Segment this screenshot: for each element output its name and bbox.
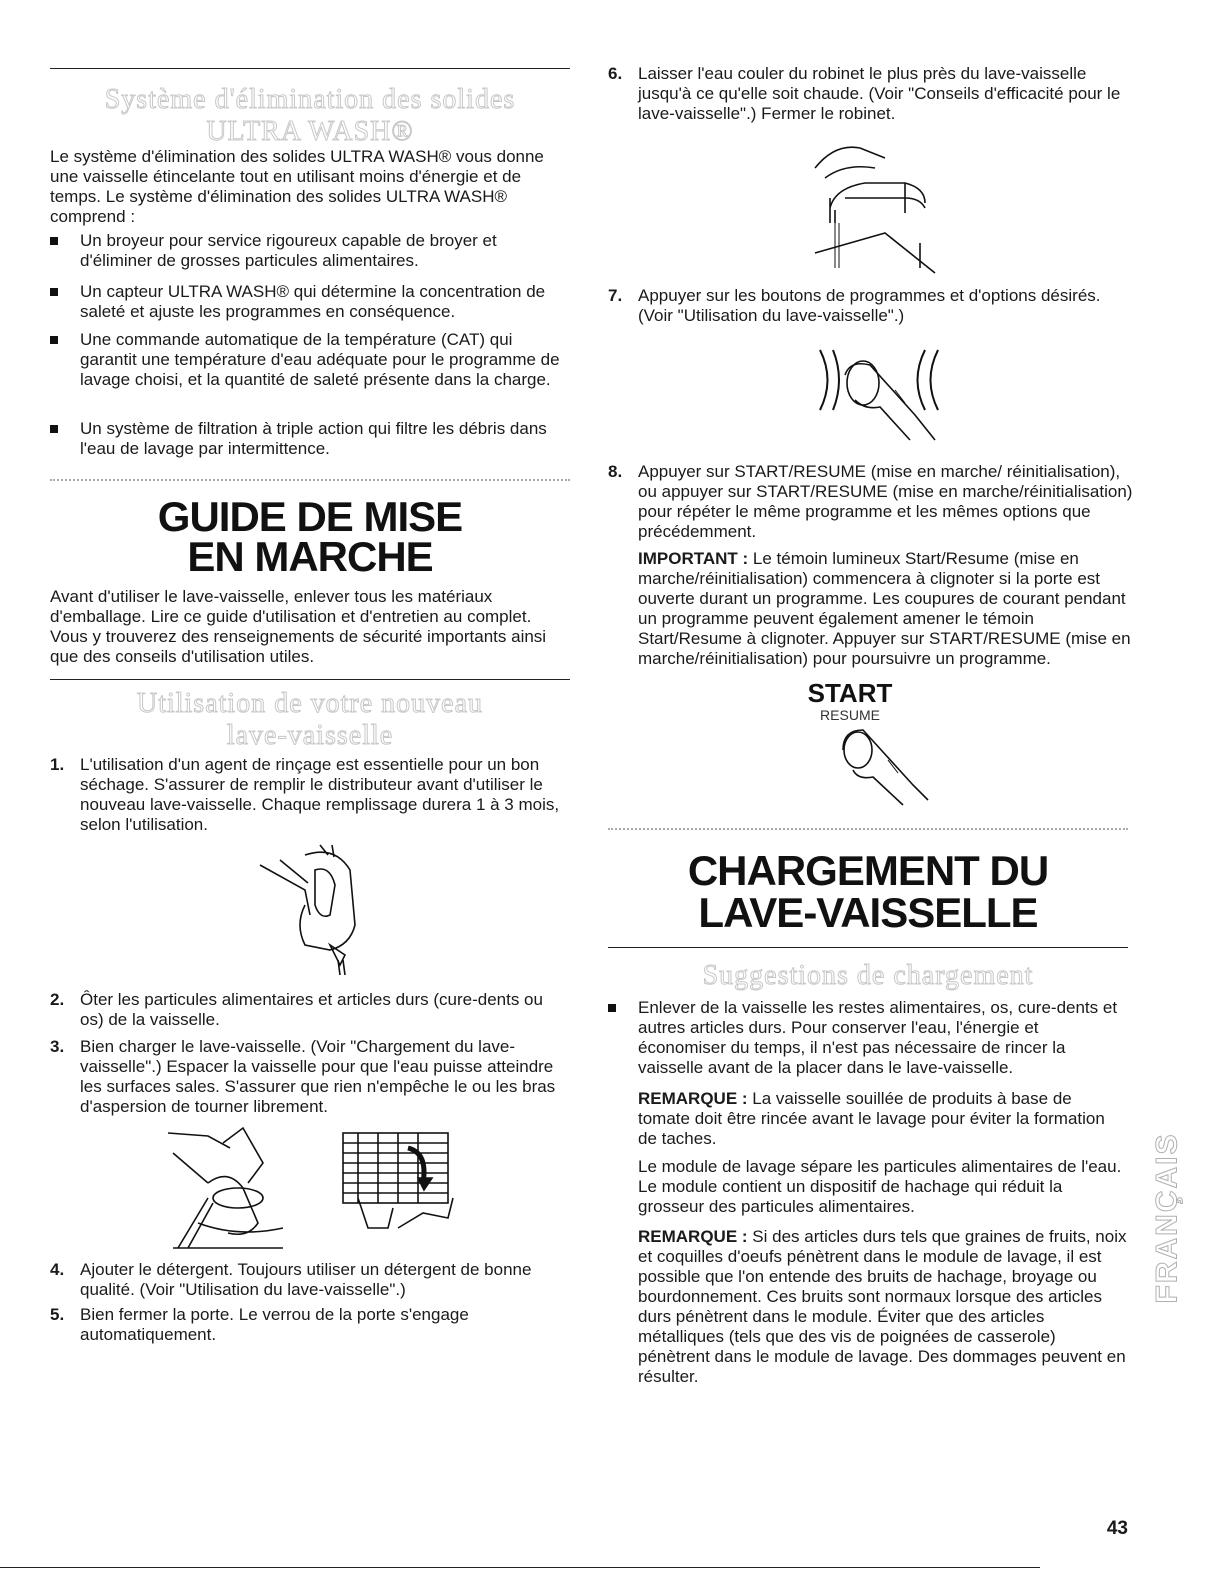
- scraping-dishes-illustration: [168, 1128, 288, 1253]
- bullet-marker: [608, 1004, 616, 1012]
- step-text: Laisser l'eau couler du robinet le plus près du lave-vaisselle jusqu'à ce qu'elle soit chaude. (Voir "Conseils d'efficacité pour le lave-vaisselle".) Fermer le robinet.: [638, 64, 1121, 123]
- remarque-text: La vaisselle souillée de produits à base de tomate doit être rincée avant le lavage pour éviter la formation de taches.: [638, 1089, 1105, 1148]
- important-label: IMPORTANT :: [638, 549, 749, 568]
- press-buttons-illustration: [815, 345, 945, 440]
- press-start-illustration: [838, 725, 938, 805]
- bullet-item: [50, 330, 570, 412]
- top-rule-left: [50, 68, 570, 69]
- step-number: 2.: [50, 990, 65, 1009]
- remarque-hard-items: [638, 1227, 1128, 1387]
- guide-title-line2: EN MARCHE: [187, 533, 433, 580]
- bullet-item: [50, 231, 570, 273]
- step-5: [50, 1305, 570, 1347]
- step-number: 6.: [608, 64, 623, 83]
- step-text: Ôter les particules alimentaires et articles durs (cure-dents ou os) de la vaisselle.: [80, 990, 543, 1029]
- bullet-text: Un capteur ULTRA WASH® qui détermine la concentration de saleté et ajuste les programmes en conséquence.: [80, 282, 546, 321]
- step-text: L'utilisation d'un agent de rinçage est essentielle pour un bon séchage. S'assurer de remplir le distributeur avant d'utiliser le nouveau lave-vaisselle. Chaque remplissage durera 1 à 3 mois, selon l'utilisation.: [80, 755, 560, 834]
- important-note: [638, 549, 1133, 669]
- remarque-label: REMARQUE :: [638, 1227, 748, 1246]
- chargement-title-line2: LAVE-VAISSELLE: [698, 889, 1038, 936]
- bullet-item: [50, 419, 570, 461]
- heading-solids-system-line2: ULTRA WASH®: [206, 116, 414, 147]
- step-text: Bien fermer la porte. Le verrou de la porte s'engage automatiquement.: [80, 1305, 469, 1344]
- step-number: 3.: [50, 1037, 65, 1056]
- guide-intro: Avant d'utiliser le lave-vaisselle, enlever tous les matériaux d'emballage. Lire ce guide d'utilisation et d'entretien au complet. Vous y trouverez des renseignements de sécurité importants ainsi que des conseils d'utilisation utiles.: [50, 587, 547, 666]
- step-number: 8.: [608, 462, 623, 481]
- bullet-item: [50, 282, 570, 324]
- guide-title-line1: GUIDE DE MISE: [157, 493, 463, 540]
- heading-usage-line1: Utilisation de votre nouveau: [136, 688, 484, 719]
- bullet-item: [608, 998, 1128, 1082]
- side-tab-label: FRANÇAIS: [1150, 1132, 1184, 1304]
- remarque-text: Si des articles durs tels que graines de fruits, noix et coquilles d'oeufs pénètrent dans le module de lavage, il est possible que l'on entende des bruits de hachage, broyage ou bourdonnement. Ces bruits sont normaux lorsque des articles durs pénètrent dans le module. Éviter que des articles métalliques (tels que des vis de poignées de casserole) pénètrent dans le module de lavage. Des dommages peuvent en résulter.: [638, 1227, 1127, 1386]
- page-number: 43: [1106, 1518, 1128, 1539]
- hand-outline: [260, 865, 310, 915]
- step-text: Bien charger le lave-vaisselle. (Voir "Chargement du lave-vaisselle".) Espacer la vaisselle pour que l'eau puisse atteindre les surfaces sales. S'assurer que rien n'empêche le ou les bras d'aspersion de tourner librement.: [80, 1037, 556, 1116]
- faucet-illustration: [805, 138, 945, 273]
- heading-loading-suggestions: Suggestions de chargement: [702, 960, 1034, 991]
- step-text: Appuyer sur les boutons de programmes et d'options désirés. (Voir "Utilisation du lave-vaisselle".): [638, 286, 1101, 325]
- resume-button-label: RESUME: [820, 707, 880, 723]
- step-text: Appuyer sur START/RESUME (mise en marche/ réinitialisation), ou appuyer sur START/RESUME (mise en marche/réinitialisation) pour répéter le même programme et les mêmes options que précédemment.: [638, 462, 1133, 541]
- important-text: Le témoin lumineux Start/Resume (mise en marche/réinitialisation) commencera à clignoter si la porte est ouverte durant un programme. Les coupures de courant pendant un programme peuvent également amener le témoin Start/Resume à clignoter. Appuyer sur START/RESUME (mise en marche/réinitialisation) pour poursuivre un programme.: [638, 549, 1131, 668]
- step-2: [50, 990, 570, 1032]
- step-4: [50, 1260, 570, 1302]
- bottom-rule: [0, 1567, 1040, 1568]
- chargement-title-line1: CHARGEMENT DU: [687, 847, 1049, 894]
- rule-suggestions: [608, 947, 1128, 948]
- wash-module-text: Le module de lavage sépare les particules alimentaires de l'eau. Le module contient un dispositif de hachage qui réduit la grosseur des particules alimentaires.: [638, 1157, 1122, 1216]
- loading-rack-illustration: [338, 1128, 468, 1253]
- step-7: [608, 286, 1128, 328]
- step-text: Ajouter le détergent. Toujours utiliser un détergent de bonne qualité. (Voir "Utilisation du lave-vaisselle".): [80, 1260, 532, 1299]
- language-side-tab: [1150, 1075, 1186, 1360]
- ultra-wash-intro: Le système d'élimination des solides ULTRA WASH® vous donne une vaisselle étincelante tout en utilisant moins d'énergie et de temps. Le système d'élimination des solides ULTRA WASH® comprend :: [50, 147, 544, 226]
- step-number: 4.: [50, 1260, 65, 1279]
- bullet-text: Un système de filtration à triple action qui filtre les débris dans l'eau de lavage par intermittence.: [80, 419, 547, 458]
- rinse-aid-bottle-illustration: [250, 845, 380, 975]
- bullet-marker: [50, 288, 58, 296]
- rule-usage: [50, 679, 570, 680]
- remarque-tomato: [638, 1089, 1108, 1149]
- heading-solids-system-line1: Système d'élimination des solides: [104, 84, 516, 115]
- bullet-marker: [50, 425, 58, 433]
- bullet-text: Un broyeur pour service rigoureux capable de broyer et d'éliminer de grosses particules alimentaires.: [80, 231, 497, 270]
- remarque-label: REMARQUE :: [638, 1089, 748, 1108]
- bullet-text: Une commande automatique de la température (CAT) qui garantit une température d'eau adéquate pour le programme de lavage choisi, et la quantité de saleté présente dans la charge.: [80, 330, 560, 389]
- start-button-label: START: [807, 678, 893, 708]
- step-6: [608, 64, 1128, 128]
- step-number: 1.: [50, 755, 65, 774]
- bullet-marker: [50, 336, 58, 344]
- bullet-text: Enlever de la vaisselle les restes alimentaires, os, cure-dents et autres articles durs. Pour conserver l'eau, l'énergie et économiser du temps, il n'est pas nécessaire de rincer la vaisselle avant de la placer dans le lave-vaisselle.: [638, 998, 1118, 1077]
- heading-usage-line2: lave-vaisselle: [226, 720, 394, 751]
- section-divider: [608, 828, 1128, 830]
- step-8: [608, 462, 1133, 546]
- step-number: 5.: [50, 1305, 65, 1324]
- step-3: [50, 1037, 570, 1121]
- section-divider: [50, 479, 570, 481]
- step-number: 7.: [608, 286, 623, 305]
- bullet-marker: [50, 237, 58, 245]
- step-1: [50, 755, 570, 839]
